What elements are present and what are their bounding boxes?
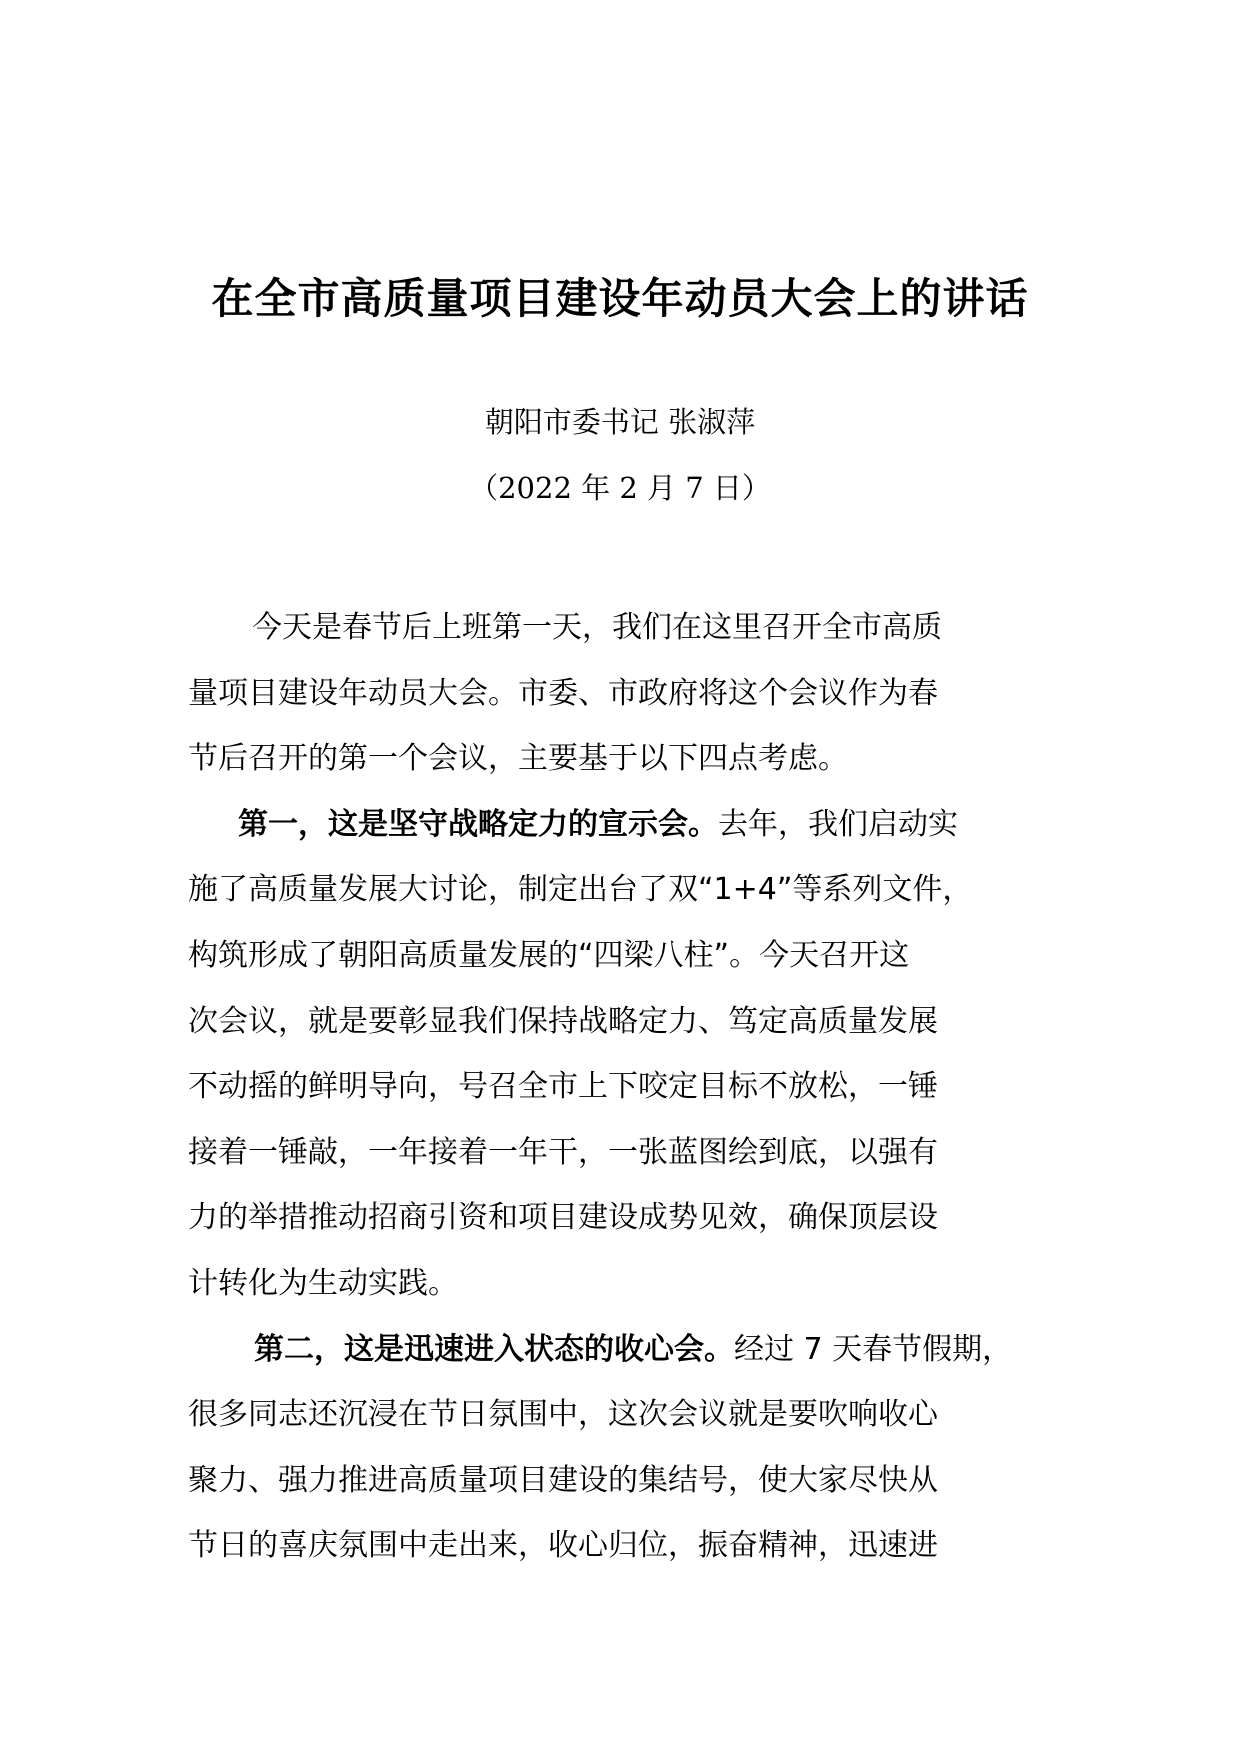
paragraph-second-point	[188, 1317, 1072, 1579]
text-line: 不动摇的鲜明导向，号召全市上下咬定目标不放松，一锤	[188, 1069, 938, 1105]
document-title: 在全市高质量项目建设年动员大会上的讲话	[211, 274, 1029, 323]
text-line: 今天是春节后上班第一天，我们在这里召开全市高质	[252, 610, 942, 645]
text-line: 力的举措推动招商引资和项目建设成势见效，确保顶层设	[188, 1200, 938, 1236]
paragraph-lead-heading: 第二，这是迅速进入状态的收心会。	[254, 1331, 734, 1367]
text-line: 节后召开的第一个会议，主要基于以下四点考虑。	[188, 741, 848, 777]
document-author: 朝阳市委书记 张淑萍	[484, 405, 756, 439]
text-fragment: 去年，我们启动实	[718, 806, 958, 842]
text-line: 聚力、强力推进高质量项目建设的集结号，使大家尽快从	[188, 1462, 938, 1498]
text-line: 接着一锤敲，一年接着一年干，一张蓝图绘到底，以强有	[188, 1134, 938, 1170]
document-date: （2022 年 2 月 7 日）	[469, 471, 771, 505]
paragraph-lead-heading: 第一，这是坚守战略定力的宣示会。	[238, 806, 718, 842]
document-body	[188, 595, 1072, 1579]
text-line: 节日的喜庆氛围中走出来，收心归位，振奋精神，迅速进	[188, 1528, 938, 1564]
text-line	[188, 792, 1072, 858]
text-line: 构筑形成了朝阳高质量发展的“四梁八柱”。今天召开这	[188, 937, 910, 973]
text-line	[188, 1317, 1072, 1383]
paragraph-intro	[188, 595, 1072, 792]
text-line: 量项目建设年动员大会。市委、市政府将这个会议作为春	[188, 675, 938, 711]
text-line: 次会议，就是要彰显我们保持战略定力、笃定高质量发展	[188, 1003, 938, 1039]
text-fragment: 经过 7 天春节假期，	[734, 1331, 1013, 1367]
text-line: 施了高质量发展大讨论，制定出台了双“1+4”等系列文件，	[188, 872, 973, 908]
paragraph-first-point	[188, 792, 1072, 1317]
text-line: 很多同志还沉浸在节日氛围中，这次会议就是要吹响收心	[188, 1397, 938, 1433]
text-line: 计转化为生动实践。	[188, 1265, 458, 1301]
